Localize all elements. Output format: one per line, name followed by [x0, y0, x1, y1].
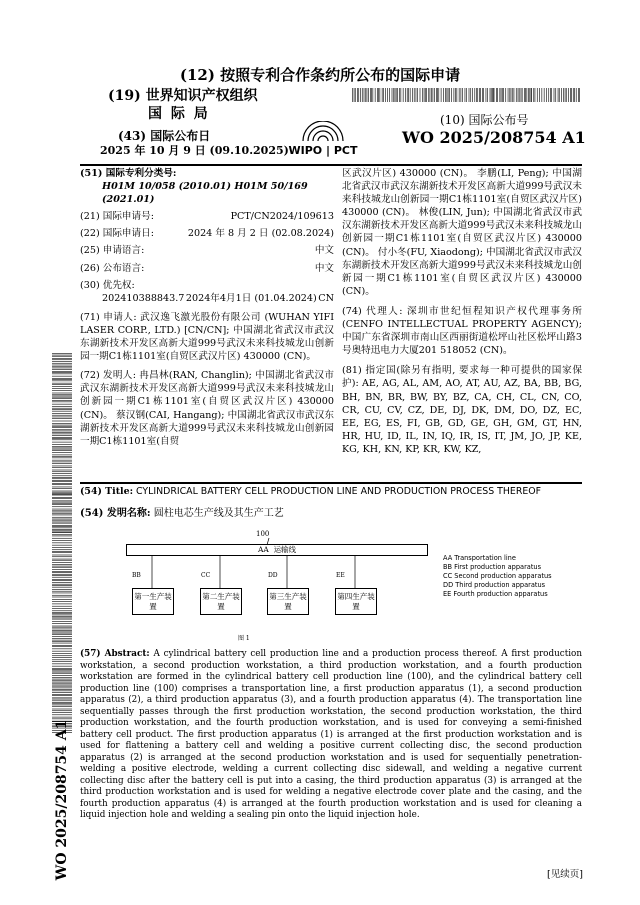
field-26-value: 中文	[314, 262, 334, 274]
abstract-text: A cylindrical battery cell production line and a production process thereof. A first production workstation, a second production workstation, a third production workstation, and a fourth production workstation are formed in the cylindrical battery cell production line (100), and the cylindrical battery cell production line (100) comprises a transportation line, a first production apparatus (1), a second production apparatus (2), a third production apparatus (3), and a fourth production apparatus (4). The transportation line sequentially passes through the first production workstation, the second production workstation, the third production workstation, and the fourth production workstation, and is used for conveying a semi-finished battery cell product. The first production apparatus (1) is arranged at the first production workstation and is used for flattening a battery cell and welding a positive current collecting disc, the second production apparatus (2) is arranged at the second production workstation and is used for sequentially penetration-welding a positive electrode, welding a current collecting disc sidewall, and welding a negative current collecting disc after the battery cell is put into a casing, the third production apparatus (3) is arranged at the third production workstation and is used for welding a negative electrode cover plate and the casing, and the fourth production apparatus (4) is arranged at the fourth production workstation and is used for cleaning a liquid injection hole and welding a sealing pin onto the liquid injection hole.	[80, 649, 583, 820]
legend-item: AA Transportation line	[443, 554, 516, 562]
field-21-label: (21) 国际申请号:	[80, 211, 154, 223]
wipo-logo	[273, 121, 373, 157]
field-30-label: (30) 优先权:	[80, 279, 135, 291]
field-74-agent: (74) 代理人: 深圳市世纪恒程知识产权代理事务所 (CENFO INTELLECTUAL PROPERTY AGENCY); 中国广东省深圳市南山区西丽街道松坪山社区松坪山路3号奥特迅电力大厦201 518052 (CN)。	[342, 305, 582, 357]
priority-number: 202410388843.7	[102, 292, 185, 304]
field-72-inventors: (72) 发明人: 冉昌林(RAN, Changlin); 中国湖北省武汉市武汉东湖新技术开发区高新大道999号武汉未来科技城龙山创新园一期C1栋1101室(自贸区武汉片区) 430000 (CN)。 蔡汉钢(CAI, Hangang); 中国湖北省武汉市武汉东湖新技术开发区高新大道999号武汉未来科技城龙山创新园一期C1栋1101室(自贸	[80, 370, 334, 447]
figure-1	[126, 530, 428, 645]
field-22-label: (22) 国际申请日:	[80, 228, 154, 240]
unit-code-3: DD	[268, 572, 278, 579]
field-21-value: PCT/CN2024/109613	[230, 211, 334, 223]
pub-date-label: (43) 国际公布日	[118, 129, 211, 143]
unit-code-4: EE	[336, 572, 345, 579]
pub-date: 2025 年 10 月 9 日 (09.10.2025)	[100, 144, 289, 157]
right-bibliographic-column	[342, 167, 582, 456]
production-unit-2: 第二生产装置	[200, 588, 242, 615]
title-en-label: (54) Title:	[80, 486, 134, 497]
field-25	[80, 244, 334, 257]
production-unit-4: 第四生产装置	[335, 588, 377, 615]
unit-code-2: CC	[201, 572, 211, 579]
bureau-name: 国 际 局	[148, 106, 210, 122]
figure-ref-number: 100	[256, 530, 270, 538]
title-cn	[80, 504, 284, 519]
transport-line-text: 运输线	[273, 545, 297, 554]
transport-line-code: AA	[257, 545, 269, 554]
field-30-priority	[80, 292, 334, 305]
pub-number-label: (10) 国际公布号	[440, 113, 529, 127]
title-cn-label: (54) 发明名称:	[80, 508, 151, 519]
document-kind-title: (12) 按照专利合作条约所公布的国际申请	[179, 66, 461, 84]
priority-country: CN	[318, 292, 334, 304]
side-barcode	[52, 353, 72, 733]
abstract	[80, 649, 582, 822]
abstract-label: (57) Abstract:	[80, 649, 150, 659]
header-rule	[80, 164, 582, 166]
figure-caption: 图 1	[238, 635, 250, 642]
production-unit-1: 第一生产装置	[132, 588, 174, 615]
transport-line-box	[126, 544, 428, 556]
priority-date: 2024年4月1日 (01.04.2024)	[185, 292, 317, 304]
field-21	[80, 210, 334, 223]
field-51-value: H01M 10/058 (2010.01) H01M 50/169 (2021.01)	[102, 181, 308, 206]
svg-text:WIPO | PCT: WIPO | PCT	[288, 144, 358, 157]
legend-item: DD Third production apparatus	[443, 580, 546, 589]
left-bibliographic-column	[80, 167, 334, 448]
legend-item: CC Second production apparatus	[443, 571, 552, 580]
field-71-applicant: (71) 申请人: 武汉逸飞激光股份有限公司 (WUHAN YIFI LASER CORP., LTD.) [CN/CN]; 中国湖北省武汉市武汉东湖新技术开发区高新大道999号武汉未来科技城龙山创新园一期C1栋1101室(自贸区武汉片区) 430000 (CN)。	[80, 311, 334, 363]
field-51-label: (51) 国际专利分类号:	[80, 168, 177, 179]
organization-name: (19) 世界知识产权组织	[108, 88, 258, 104]
legend-item: BB First production apparatus	[443, 562, 542, 571]
unit-code-1: BB	[132, 572, 141, 579]
field-22	[80, 227, 334, 240]
field-26-label: (26) 公布语言:	[80, 262, 145, 274]
field-72-continued: 区武汉片区) 430000 (CN)。 李鹏(LI, Peng); 中国湖北省武汉市武汉东湖新技术开发区高新大道999号武汉未来科技城龙山创新园一期C1栋1101室(自贸区武汉片区) 430000 (CN)。 林俊(LIN, Jun); 中国湖北省武汉市武汉东湖新技术开发区高新大道999号武汉未来科技城龙山创新园一期C1栋1101室(自贸区武汉片区) 430000 (CN)。 付小冬(FU, Xiaodong); 中国湖北省武汉市武汉东湖新技术开发区高新大道999号武汉未来科技城龙山创新园一期C1栋1101室(自贸区武汉片区) 430000 (CN)。	[342, 168, 582, 297]
pub-number: WO 2025/208754 A1	[402, 128, 586, 147]
side-publication-number: WO 2025/208754 A1	[54, 719, 70, 881]
field-26	[80, 262, 334, 275]
production-unit-3: 第三生产装置	[267, 588, 309, 615]
title-rule	[80, 482, 582, 484]
top-barcode	[352, 88, 580, 102]
legend-item: EE Fourth production apparatus	[443, 589, 548, 598]
continued-marker: [见续页]	[547, 869, 583, 880]
field-25-value: 中文	[314, 245, 334, 257]
figure-legend	[443, 554, 552, 599]
title-en-text: CYLINDRICAL BATTERY CELL PRODUCTION LINE AND PRODUCTION PROCESS THEREOF	[136, 486, 542, 497]
field-22-value: 2024 年 8 月 2 日 (02.08.2024)	[187, 228, 334, 240]
field-25-label: (25) 申请语言:	[80, 245, 145, 257]
title-en	[80, 486, 582, 497]
field-81-designated-states: (81) 指定国(除另有指明, 要求每一种可提供的国家保护): AE, AG, AL, AM, AO, AT, AU, AZ, BA, BB, BG, BH, BN, BR, BW, BY, BZ, CA, CH, CL, CN, CO, CR, CU, CV, CZ, DE, DJ, DK, DM, DO, DZ, EC, EE, EG, ES, FI, GB, GD, GE, GH, GM, GT, HN, HR, HU, ID, IL, IN, IQ, IR, IS, IT, JM, JO, JP, KE, KG, KH, KN, KP, KR, KW, KZ,	[342, 365, 582, 455]
title-cn-text: 圆柱电芯生产线及其生产工艺	[153, 508, 284, 519]
